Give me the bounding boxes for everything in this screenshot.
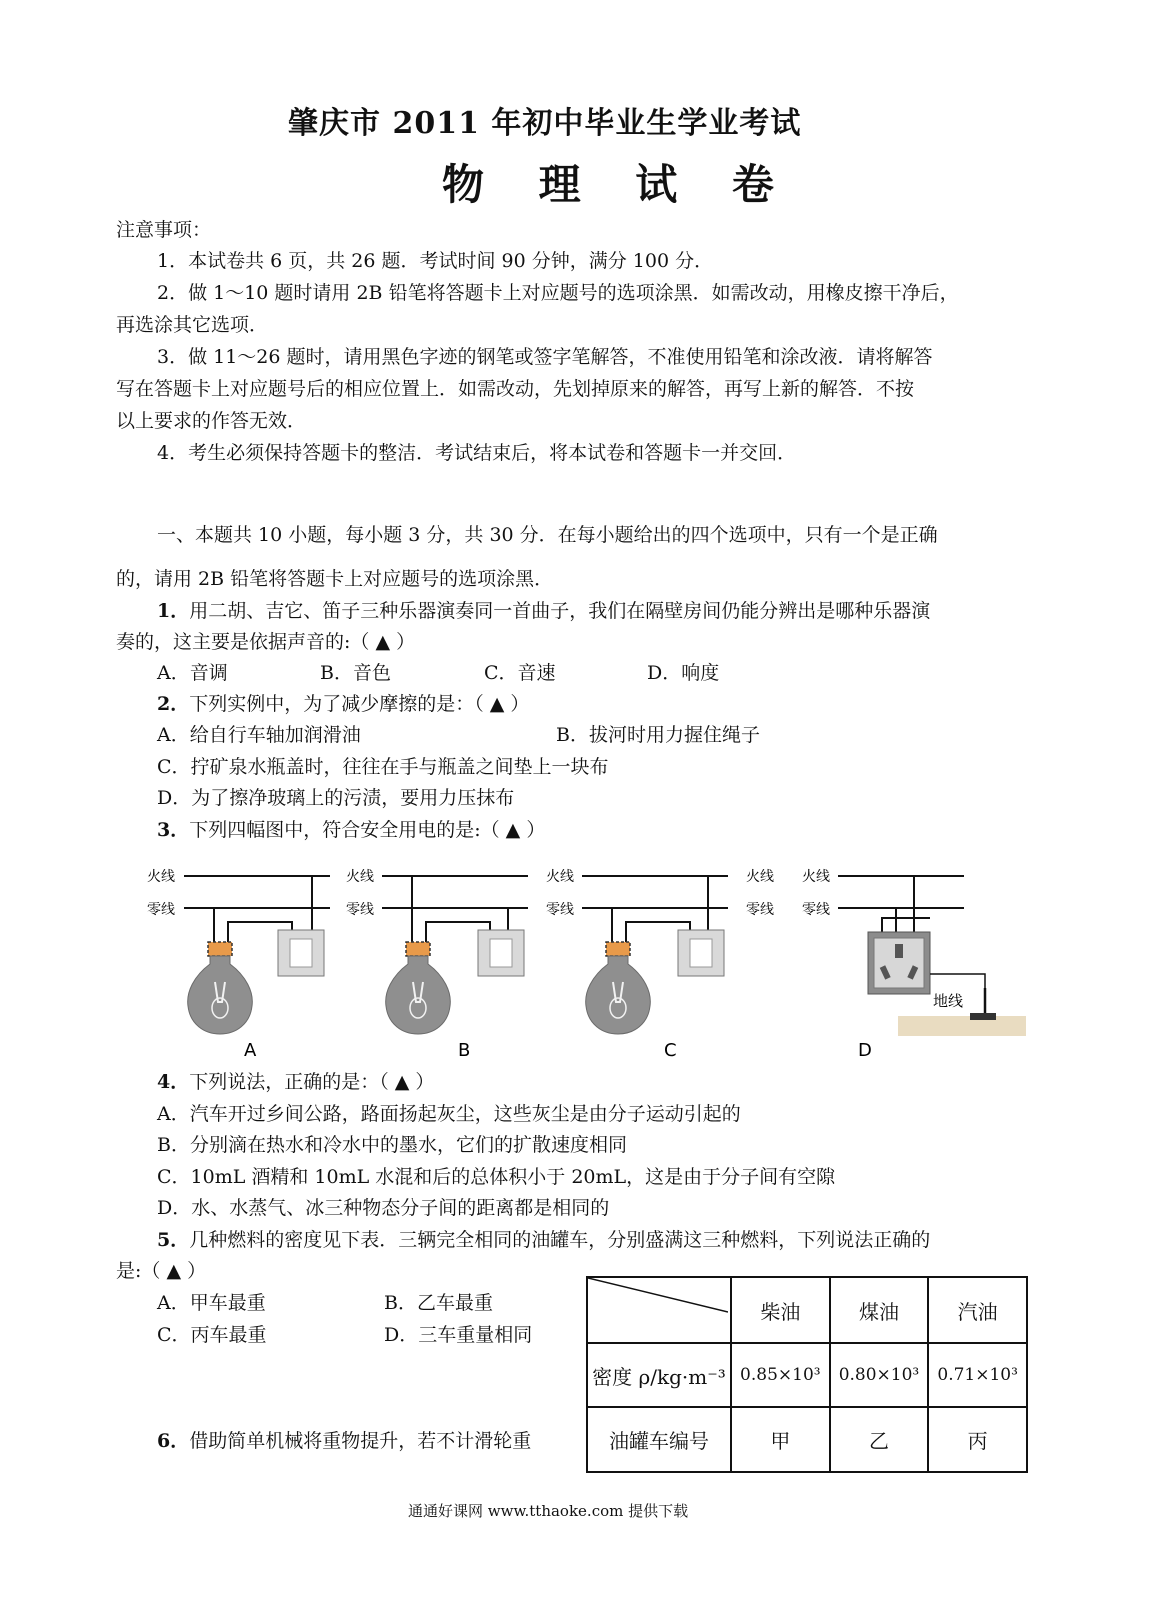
q1-option-b: B．音色 [320, 662, 391, 684]
neutral-wire-label-b: 零线 [346, 902, 374, 918]
section1-line2: 的，请用 2B 铅笔将答题卡上对应题号的选项涂黑． [116, 568, 554, 590]
q1-option-d: D．响度 [647, 662, 720, 684]
table-header-gasoline: 汽油 [928, 1277, 1027, 1343]
q4-stem-text: 下列说法，正确的是：（ ▲ ） [189, 1071, 435, 1093]
q1-number: 1． [157, 600, 190, 622]
ground-rod-icon [970, 1013, 996, 1020]
live-wire-label-b: 火线 [346, 869, 374, 885]
q4-option-b: B．分别滴在热水和冷水中的墨水，它们的扩散速度相同 [157, 1134, 627, 1156]
q4-option-c: C．10mL 酒精和 10mL 水混和后的总体积小于 20mL，这是由于分子间有空隙 [157, 1166, 836, 1188]
neutral-wire-label-d: 零线 [802, 902, 830, 918]
diagram-label-a: A [244, 1040, 257, 1061]
q5-stem1-text: 几种燃料的密度见下表．三辆完全相同的油罐车，分别盛满这三种燃料，下列说法正确的 [189, 1229, 931, 1251]
bulb-icon-b [386, 942, 451, 1034]
live-wire-label-c: 火线 [546, 869, 574, 885]
q3-stem [157, 815, 545, 846]
q1-option-a: A．音调 [157, 662, 228, 684]
table-row-truck-label: 油罐车编号 [587, 1407, 731, 1472]
q4-option-a: A．汽车开过乡间公路，路面扬起灰尘，这些灰尘是由分子运动引起的 [157, 1103, 741, 1125]
footer-source: 通通好课网 www.tthaoke.com 提供下载 [408, 1502, 689, 1520]
q6-number: 6． [157, 1430, 190, 1452]
switch-icon-a [278, 930, 324, 976]
diagonal-line [588, 1278, 728, 1342]
neutral-wire-label-a: 零线 [147, 902, 175, 918]
q5-option-c: C．丙车最重 [157, 1324, 267, 1346]
table-row-density [587, 1343, 1027, 1407]
live-wire-label-d: 火线 [802, 869, 830, 885]
note-2a: 2．做 1～10 题时请用 2B 铅笔将答题卡上对应题号的选项涂黑．如需改动，用橡皮擦干净后， [157, 282, 959, 304]
ground-wire-label: 地线 [933, 992, 964, 1010]
neutral-wire-label-c: 零线 [546, 902, 574, 918]
note-3a: 3．做 11～26 题时，请用黑色字迹的钢笔或签字笔解答，不准使用铅笔和涂改液．请将解答 [157, 346, 933, 368]
fuel-density-table [586, 1276, 1028, 1473]
note-1: 1．本试卷共 6 页，共 26 题．考试时间 90 分钟，满分 100 分． [157, 250, 714, 272]
live-wire-label-a: 火线 [147, 869, 175, 885]
table-cell-density-diesel: 0.85×10³ [731, 1343, 830, 1407]
live-wire-label-c-right: 火线 [746, 869, 774, 885]
notes-heading: 注意事项： [116, 219, 212, 241]
q1-stem1-text: 用二胡、吉它、笛子三种乐器演奏同一首曲子，我们在隔壁房间仍能分辨出是哪种乐器演 [189, 600, 931, 622]
q5-stem2: 是:（ ▲ ） [116, 1260, 207, 1282]
q2-option-d: D．为了擦净玻璃上的污渍，要用力压抹布 [157, 787, 515, 809]
q5-option-d: D．三车重量相同 [384, 1324, 533, 1346]
table-cell-density-kerosene: 0.80×10³ [830, 1343, 929, 1407]
q3-circuit-diagrams [0, 850, 1163, 1065]
note-3b: 写在答题卡上对应题号后的相应位置上．如需改动，先划掉原来的解答，再写上新的解答．不按 [116, 378, 915, 400]
exam-title: 肇庆市 2011 年初中毕业生学业考试 [288, 106, 802, 141]
q5-option-b: B．乙车最重 [384, 1292, 493, 1314]
q2-stem-text: 下列实例中，为了减少摩擦的是：（ ▲ ） [189, 693, 530, 715]
exam-subtitle: 物 理 试 卷 [442, 160, 794, 209]
q5-stem1 [157, 1225, 930, 1256]
q3-stem-text: 下列四幅图中，符合安全用电的是:（ ▲ ） [189, 819, 546, 841]
bulb-icon-a [188, 942, 253, 1034]
table-header-kerosene: 煤油 [830, 1277, 929, 1343]
q6-stem-text: 借助简单机械将重物提升，若不计滑轮重 [189, 1430, 532, 1452]
table-row-density-label: 密度 ρ/kg·m⁻³ [587, 1343, 731, 1407]
q2-number: 2． [157, 693, 190, 715]
q4-option-d: D．水、水蒸气、冰三种物态分子间的距离都是相同的 [157, 1197, 610, 1219]
q4-stem [157, 1067, 434, 1098]
note-2b: 再选涂其它选项． [116, 314, 269, 336]
q3-number: 3． [157, 819, 190, 841]
neutral-wire-label-c-right: 零线 [746, 902, 774, 918]
q4-number: 4． [157, 1071, 190, 1093]
q5-number: 5． [157, 1229, 190, 1251]
section1-line1: 一、本题共 10 小题，每小题 3 分，共 30 分．在每小题给出的四个选项中，只有一个是正确 [157, 524, 938, 546]
q2-stem [157, 689, 529, 720]
switch-icon-b [478, 930, 524, 976]
table-row-truck [587, 1407, 1027, 1472]
q1-stem1 [157, 596, 930, 627]
table-cell-truck-3: 丙 [928, 1407, 1027, 1472]
diagram-label-c: C [664, 1040, 677, 1061]
q1-option-c: C．音速 [484, 662, 556, 684]
q6-stem [157, 1426, 531, 1457]
bulb-icon-c [586, 942, 651, 1034]
q2-option-a: A．给自行车轴加润滑油 [157, 724, 361, 746]
note-4: 4．考生必须保持答题卡的整洁．考试结束后，将本试卷和答题卡一并交回． [157, 442, 797, 464]
q1-stem2: 奏的，这主要是依据声音的:（ ▲ ） [116, 631, 416, 653]
table-cell-density-gasoline: 0.71×10³ [928, 1343, 1027, 1407]
table-corner-cell [587, 1277, 731, 1343]
note-3c: 以上要求的作答无效． [116, 410, 307, 432]
table-header-diesel: 柴油 [731, 1277, 830, 1343]
table-header-row [587, 1277, 1027, 1343]
table-cell-truck-2: 乙 [830, 1407, 929, 1472]
diagram-label-d: D [858, 1040, 872, 1061]
q2-option-c: C．拧矿泉水瓶盖时，往往在手与瓶盖之间垫上一块布 [157, 756, 609, 778]
ground-soil [898, 1016, 1026, 1036]
q5-option-a: A．甲车最重 [157, 1292, 266, 1314]
switch-icon-c [678, 930, 724, 976]
table-cell-truck-1: 甲 [731, 1407, 830, 1472]
q2-option-b: B．拔河时用力握住绳子 [556, 724, 760, 746]
socket-icon [868, 932, 930, 994]
diagram-label-b: B [458, 1040, 471, 1061]
